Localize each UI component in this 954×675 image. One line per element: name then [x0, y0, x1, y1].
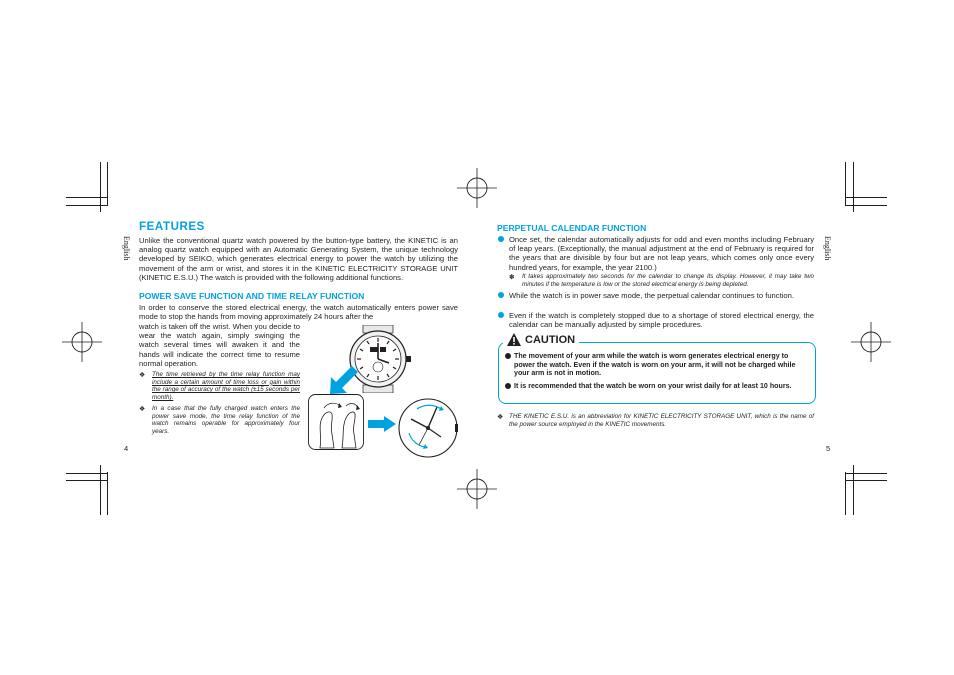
registration-mark-bottom [457, 469, 497, 509]
calendar-change-note: It takes approximately two seconds for the calendar to change its display. However, it may take two minutes if the temperature is low or the stored electrical energy is being depleted. [522, 273, 814, 288]
caution-title: CAUTION [525, 333, 576, 346]
power-save-text-continued: watch is taken off the wrist. When you decide to wear the watch again, simply swinging the watch several times will awaken it and the hands will indicate the correct time to resume normal operation. [139, 322, 300, 368]
caution-header [503, 333, 579, 346]
caution-bullet-2 [505, 383, 511, 389]
watch-dial-hands-illustration [397, 397, 459, 459]
power-save-heading: POWER SAVE FUNCTION AND TIME RELAY FUNCTION [139, 291, 365, 301]
power-save-text: In order to conserve the stored electrical energy, the watch automatically enters power save mode to stop the hands from moving approximately 24 hours after the [139, 303, 458, 322]
caution-bullet-1 [505, 353, 511, 359]
arrow-right-icon [368, 416, 396, 432]
registration-mark-right [851, 322, 891, 362]
page-title: FEATURES [139, 221, 205, 233]
perpetual-bullet-1: Once set, the calendar automatically adjusts for odd and even months including February of leap years. (Exceptionally, the manual adjustment at the end of February is required for the years that are divisible by four but are not leap years, which comes only once every hundred years, for example, the year 2100.) [509, 235, 814, 272]
bullet-1 [498, 236, 504, 242]
kinetic-esu-footnote: THE KINETIC E.S.U. is an abbreviation for KINETIC ELECTRICITY STORAGE UNIT, which is the name of the power source employed in the KINETIC movements. [509, 413, 814, 428]
note-symbol-2: ❖ [139, 406, 146, 413]
asterisk-symbol: ✽ [509, 274, 515, 281]
note-time-relay: The time retrieved by the time relay function may include a certain amount of time loss or gain within the range of accuracy of the watch (±15 seconds per month). [152, 371, 300, 402]
footnote-symbol: ❖ [497, 414, 504, 421]
language-tab-right: English [823, 236, 832, 261]
intro-paragraph: Unlike the conventional quartz watch powered by the button-type battery, the KINETIC is an analog quartz watch equipped with an Automatic Generating System, the unique technology developed by SEIKO, which generates electrical energy to power the watch by utilizing the movement of the arm or wrist, and stores it in the KINETIC ELECTRICITY STORAGE UNIT (KINETIC E.S.U.) The watch is provided with the following additional functions. [139, 236, 458, 282]
registration-mark-top [457, 168, 497, 208]
bullet-3 [498, 312, 504, 318]
caution-text-1: The movement of your arm while the watch is worn generates electrical energy to power the watch. Even if the watch is worn on your arm, it will not be charged while your arm is not in motion. [514, 352, 796, 378]
warning-triangle-icon [507, 333, 521, 346]
page-number-right: 5 [826, 444, 831, 453]
perpetual-calendar-heading: PERPETUAL CALENDAR FUNCTION [497, 223, 647, 233]
page-number-left: 4 [124, 444, 129, 453]
perpetual-bullet-3: Even if the watch is completely stopped due to a shortage of stored electrical energy, the calendar can be manually adjusted by simple procedures. [509, 311, 814, 330]
bullet-2 [498, 292, 504, 298]
language-tab-left: English [122, 236, 131, 261]
wrist-swing-illustration [308, 394, 364, 450]
caution-text-2: It is recommended that the watch be worn on your wrist daily for at least 10 hours. [514, 382, 792, 390]
arrow-down-left-icon [328, 366, 358, 396]
note-symbol-1: ❖ [139, 372, 146, 379]
perpetual-bullet-2: While the watch is in power save mode, the perpetual calendar continues to function. [509, 291, 794, 300]
note-power-save: In a case that the fully charged watch enters the power save mode, the time relay function of the watch remains operable for approximately four years. [152, 405, 300, 436]
registration-mark-left [62, 322, 102, 362]
